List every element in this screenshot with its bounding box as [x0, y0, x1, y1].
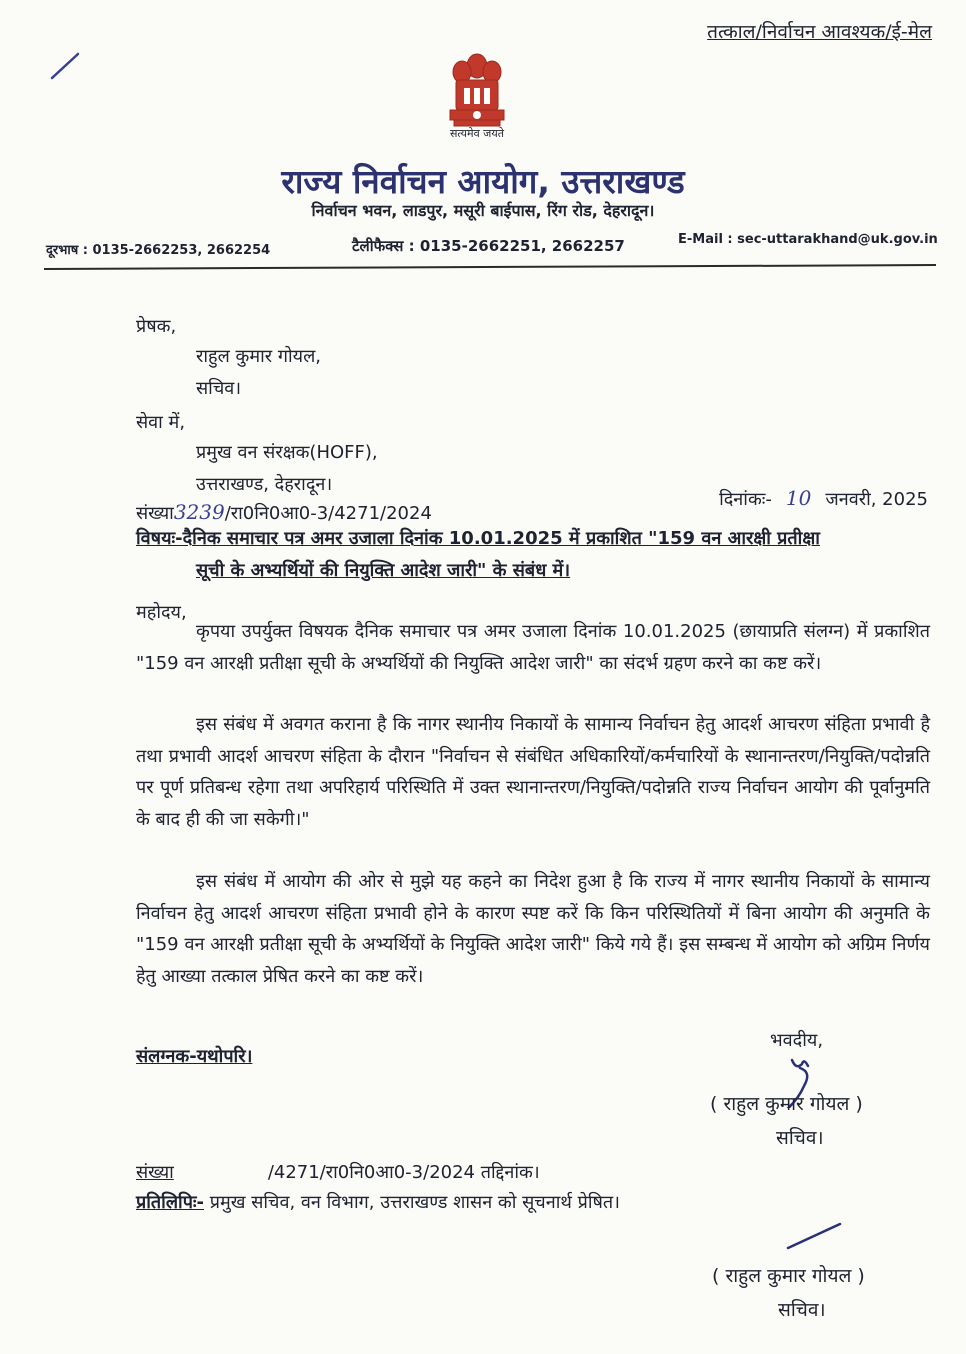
sender-name: राहुल कुमार गोयल,: [196, 346, 322, 367]
reference-number: [136, 500, 432, 525]
salutation: महोदय,: [136, 602, 187, 623]
handwritten-day: 10: [785, 486, 812, 510]
date-label: दिनांकः-: [719, 489, 772, 510]
copy-to-text: प्रमुख सचिव, वन विभाग, उत्तराखण्ड शासन को सूचनार्थ प्रेषित।: [204, 1192, 621, 1213]
date-month-year: जनवरी, 2025: [825, 489, 928, 510]
body-paragraph-1: कृपया उपर्युक्त विषयक दैनिक समाचार पत्र अमर उजाला दिनांक 10.01.2025 (छायाप्रति संलग्न) में प्रकाशित "159 वन आरक्षी प्रतीक्षा सूची के अभ्यर्थियों की नियुक्ति आदेश जारी" का संदर्भ ग्रहण करने का कष्ट करें।: [136, 621, 930, 674]
signatory-name: ( राहुल कुमार गोयल ): [710, 1093, 863, 1115]
recipient-heading: सेवा में,: [136, 412, 186, 433]
organization-name: राज्य निर्वाचन आयोग, उत्तराखण्ड: [281, 162, 685, 201]
copy-reference-code: /4271/रा0नि0आ0-3/2024 तद्दिनांक।: [267, 1162, 540, 1183]
subject-line-2: सूची के अभ्यर्थियों की नियुक्ति आदेश जारी" के संबंध में।: [196, 560, 571, 581]
telefax-number: टैलीफैक्स : 0135-2662251, 2662257: [352, 237, 625, 255]
recipient-name: प्रमुख वन संरक्षक(HOFF),: [196, 442, 378, 463]
urgency-marking: तत्काल/निर्वाचन आवश्यक/ई-मेल: [707, 21, 932, 43]
copy-to-line: [136, 1190, 620, 1214]
copy-reference-label: संख्या: [136, 1162, 174, 1183]
copy-to-label: प्रतिलिपिः-: [136, 1192, 205, 1213]
recipient-address: उत्तराखण्ड, देहरादून।: [196, 474, 333, 495]
email-address: E-Mail : sec-uttarakhand@uk.gov.in: [678, 232, 938, 247]
letter-date: [719, 486, 928, 511]
signatory-designation: सचिव।: [776, 1127, 824, 1149]
organization-address: निर्वाचन भवन, लाडपुर, मसूरी बाईपास, रिंग रोड, देहरादून।: [311, 201, 655, 220]
copy-signatory-name: ( राहुल कुमार गोयल ): [712, 1265, 865, 1287]
subject-line-1: विषयः-दैनिक समाचार पत्र अमर उजाला दिनांक 10.01.2025 में प्रकाशित "159 वन आरक्षी प्रतीक्षा: [136, 528, 820, 549]
header-divider: [44, 264, 936, 270]
body-paragraph-3: इस संबंध में आयोग की ओर से मुझे यह कहने का निदेश हुआ है कि राज्य में नागर स्थानीय निकायों के सामान्य निर्वाचन हेतु आदर्श आचरण संहिता प्रभावी होने के कारण स्पष्ट करें कि किन परिस्थितियों में बिना आयोग की अनुमति के "159 वन आरक्षी प्रतीक्षा सूची के अभ्यर्थियों के नियुक्ति आदेश जारी" किये गये हैं। इस सम्बन्ध में आयोग को अग्रिम निर्णय हेतु आख्या तत्काल प्रेषित करने का कष्ट करें।: [136, 871, 930, 987]
reference-label: संख्या: [136, 503, 174, 524]
handwritten-initials-stroke: [784, 1218, 844, 1254]
reference-code: /रा0नि0आ0-3/4271/2024: [224, 503, 432, 524]
copy-signatory-designation: सचिव।: [778, 1299, 826, 1321]
sender-designation: सचिव।: [196, 378, 242, 399]
closing: भवदीय,: [770, 1030, 824, 1051]
sender-heading: प्रेषक,: [136, 316, 177, 337]
emblem-motto: सत्यमेव जयते: [449, 127, 504, 140]
enclosure-note: संलग्नक-यथोपरि।: [136, 1046, 253, 1067]
handwritten-tick-mark: [48, 48, 84, 84]
copy-reference-number: [136, 1160, 540, 1184]
body-paragraph-2: इस संबंध में अवगत कराना है कि नागर स्थानीय निकायों के सामान्य निर्वाचन हेतु आदर्श आचरण संहिता प्रभावी है तथा प्रभावी आदर्श आचरण संहिता के दौरान "निर्वाचन से संबंधित अधिकारियों/कर्मचारियों के स्थानान्तरण/नियुक्ति/पदोन्नति पर पूर्ण प्रतिबन्ध रहेगा तथा अपरिहार्य परिस्थिति में उक्त स्थानान्तरण/नियुक्ति/पदोन्नति राज्य निर्वाचन आयोग की पूर्वानुमति के बाद ही की जा सकेगी।": [136, 714, 930, 830]
handwritten-ref-number: 3239: [173, 500, 225, 524]
phone-number: दूरभाष : 0135-2662253, 2662254: [46, 243, 271, 258]
